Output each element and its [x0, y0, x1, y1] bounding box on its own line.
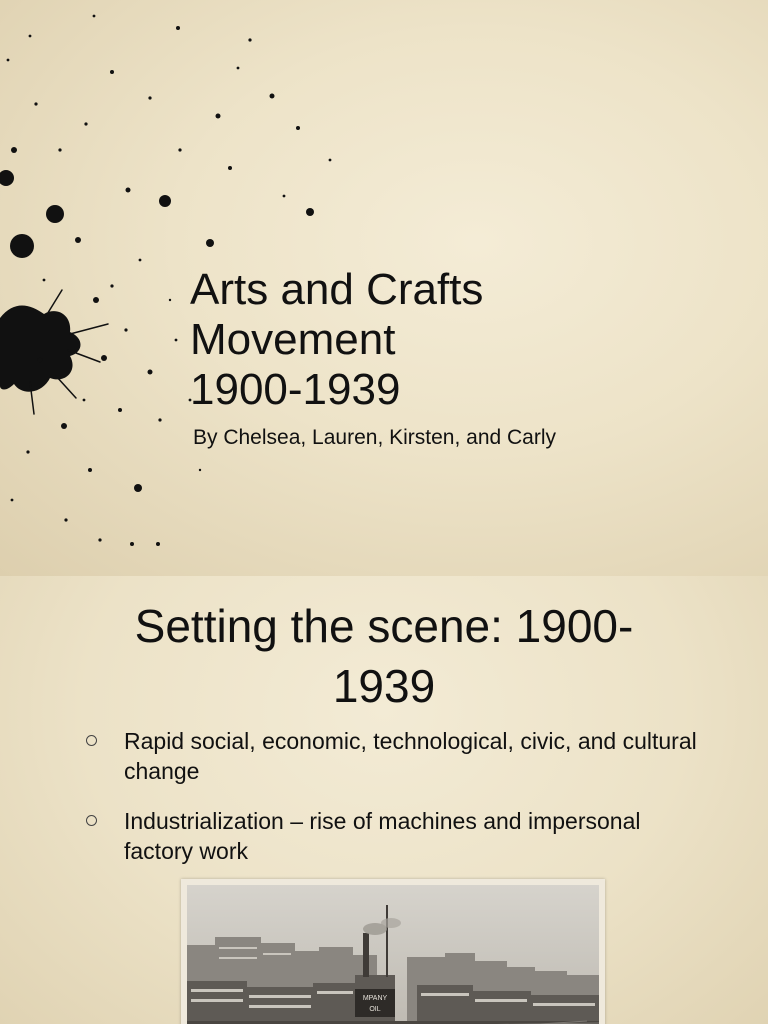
circle-bullet-icon [86, 815, 97, 826]
title-line: Movement [190, 315, 396, 364]
bullet-text: Rapid social, economic, technological, civic, and cultural change [124, 728, 697, 784]
title-line: Arts and Crafts [190, 265, 484, 314]
list-item [78, 806, 698, 866]
sign-text-line: MPANY [362, 995, 388, 1002]
list-item [78, 726, 698, 786]
slide-title [40, 596, 728, 716]
presentation-title [190, 265, 483, 415]
circle-bullet-icon [86, 735, 97, 746]
industrial-city-photo [181, 879, 605, 1024]
sign-text-line: OIL [369, 1006, 381, 1013]
city-skyline-image [187, 885, 599, 1024]
title-line: Setting the scene: 1900- [134, 600, 634, 652]
content-slide [0, 576, 768, 1024]
bullet-text: Industrialization – rise of machines and impersonal factory work [124, 808, 641, 864]
title-line: 1900-1939 [190, 365, 401, 414]
title-line: 1939 [332, 660, 436, 712]
presentation-subtitle: By Chelsea, Lauren, Kirsten, and Carly [193, 426, 557, 449]
bullet-list [78, 726, 698, 886]
